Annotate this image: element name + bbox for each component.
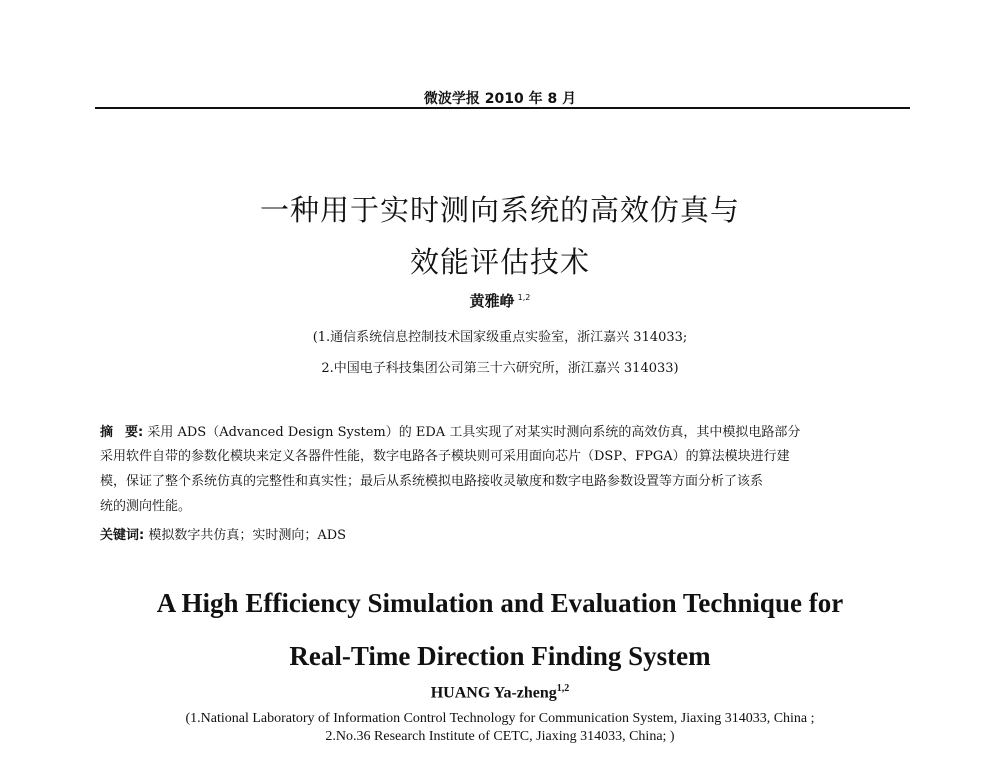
en-affiliation-1: (1.National Laboratory of Information Control Technology for Communication System, Jiaxing 314033, China ; [185,711,815,726]
abstract-text: 采用 ADS（Advanced Design System）的 EDA 工具实现了对某实时测向系统的高效仿真，其中模拟电路部分 [147,425,801,440]
en-title-line-2: Real-Time Direction Finding System [289,641,711,671]
cn-affiliation-1: (1.通信系统信息控制技术国家级重点实验室，浙江嘉兴 314033; [312,330,688,345]
cn-author-sup: 1,2 [517,293,531,302]
abstract-label: 摘 要: [100,425,144,440]
cn-abstract-line-4: 统的测向性能。 [100,499,192,514]
cn-author [0,290,1000,311]
cn-affiliation-2: 2.中国电子科技集团公司第三十六研究所，浙江嘉兴 314033) [321,361,679,376]
keywords-label: 关键词: [100,528,145,543]
en-author-name: HUANG Ya-zheng [430,684,557,702]
cn-abstract-line-2: 采用软件自带的参数化模块来定义各器件性能，数字电路各子模块则可采用面向芯片（DSP、FPGA）的算法模块进行建 [100,449,790,464]
cn-abstract-line-3: 模，保证了整个系统仿真的完整性和真实性；最后从系统模拟电路接收灵敏度和数字电路参数设置等方面分析了该系 [100,474,764,489]
cn-keywords [100,524,900,548]
en-title-line-1: A High Efficiency Simulation and Evaluation Technique for [156,588,844,618]
header-rule [95,107,910,109]
cn-title-line-1: 一种用于实时测向系统的高效仿真与 [259,193,740,227]
cn-abstract-line-1 [100,421,900,445]
keywords-text: 模拟数字共仿真；实时测向；ADS [148,528,347,543]
journal-header: 微波学报 2010 年 8 月 [423,91,577,107]
cn-title-line-2: 效能评估技术 [409,245,590,279]
en-affiliation-2: 2.No.36 Research Institute of CETC, Jiaxing 314033, China; ) [325,729,675,744]
cn-author-name: 黄雅峥 [469,292,515,310]
en-author-sup: 1,2 [556,683,570,694]
en-author [0,683,1000,702]
